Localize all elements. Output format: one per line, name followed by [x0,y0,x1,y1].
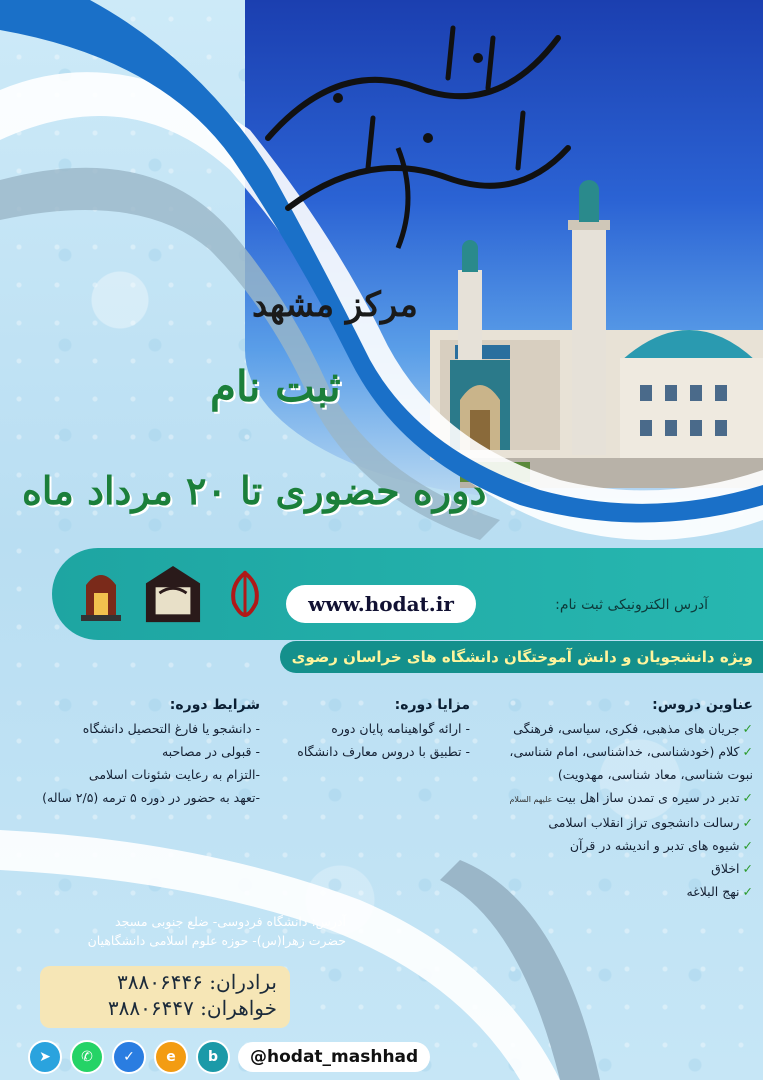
list-item: - تطبیق با دروس معارف دانشگاه [297,744,470,759]
check-icon: ✓ [742,838,753,853]
list-item: ✓جریان های مذهبی، فکری، سیاسی، فرهنگی [513,721,753,736]
topics-heading: عناوین دروس: [652,697,753,713]
check-icon: ✓ [742,861,753,876]
department-logo-icon [144,563,202,627]
conditions-heading: شرایط دوره: [169,697,260,713]
telegram-icon[interactable]: ➤ [28,1040,62,1074]
benefits-section [280,694,470,763]
list-item: ✓نهج البلاغه [686,884,753,899]
list-item: ✓تدبر در سیره ی تمدن ساز اهل بیت علیهم السلام [509,790,753,805]
check-icon: ✓ [742,744,753,759]
topics-section [463,694,753,903]
list-item: -تعهد به حضور در دوره ۵ ترمه (۲/۵ ساله) [42,790,260,805]
list-item: - قبولی در مصاحبه [161,744,260,759]
sisters-phone: خواهران: ۳۸۸۰۶۴۴۷ [107,996,277,1020]
whatsapp-icon[interactable]: ✆ [70,1040,104,1074]
verified-icon[interactable]: ✓ [112,1040,146,1074]
logos-row [72,556,282,634]
brothers-phone: برادران: ۳۸۸۰۶۴۴۶ [116,970,277,994]
conditions-section [5,694,260,809]
center-name: مرکز مشهد [252,285,418,325]
list-item: ✓کلام (خودشناسی، خداشناسی، امام شناسی، [509,744,753,759]
audience-text: ویژه دانشجویان و دانش آموختگان دانشگاه های خراسان رضوی [291,648,753,666]
bale-icon[interactable]: b [196,1040,230,1074]
benefits-heading: مزایا دوره: [394,697,470,713]
eitaa-icon[interactable]: e [154,1040,188,1074]
university-logo-icon [72,563,130,627]
website-url[interactable]: www.hodat.ir [286,585,476,623]
list-item: ✓شیوه های تدبر و اندیشه در قرآن [569,838,753,853]
check-icon: ✓ [742,721,753,736]
list-item: ✓رسالت دانشجوی تراز انقلاب اسلامی [548,815,753,830]
list-item: ✓اخلاق [711,861,753,876]
list-item: - دانشجو یا فارغ التحصیل دانشگاه [82,721,260,736]
check-icon: ✓ [742,884,753,899]
address: آدرس: دانشگاه فردوسی- ضلع جنوبی مسجد حضرت زهرا(س)- حوزه علوم اسلامی دانشگاهیان [87,914,346,948]
iran-emblem-icon [216,563,274,627]
website-label: آدرس الکترونیکی ثبت نام: [555,597,708,613]
social-handle[interactable]: @hodat_mashhad [238,1042,430,1072]
check-icon: ✓ [742,815,753,830]
registration-subtitle: دوره حضوری تا ۲۰ مرداد ماه [22,468,487,513]
list-item: - ارائه گواهینامه پایان دوره [331,721,470,736]
check-icon: ✓ [742,790,753,805]
registration-title: ثبت نام [210,362,341,411]
list-item: نبوت شناسی، معاد شناسی، مهدویت) [557,767,753,782]
social-bar [28,1040,430,1074]
list-item: -التزام به رعایت شئونات اسلامی [88,767,260,782]
